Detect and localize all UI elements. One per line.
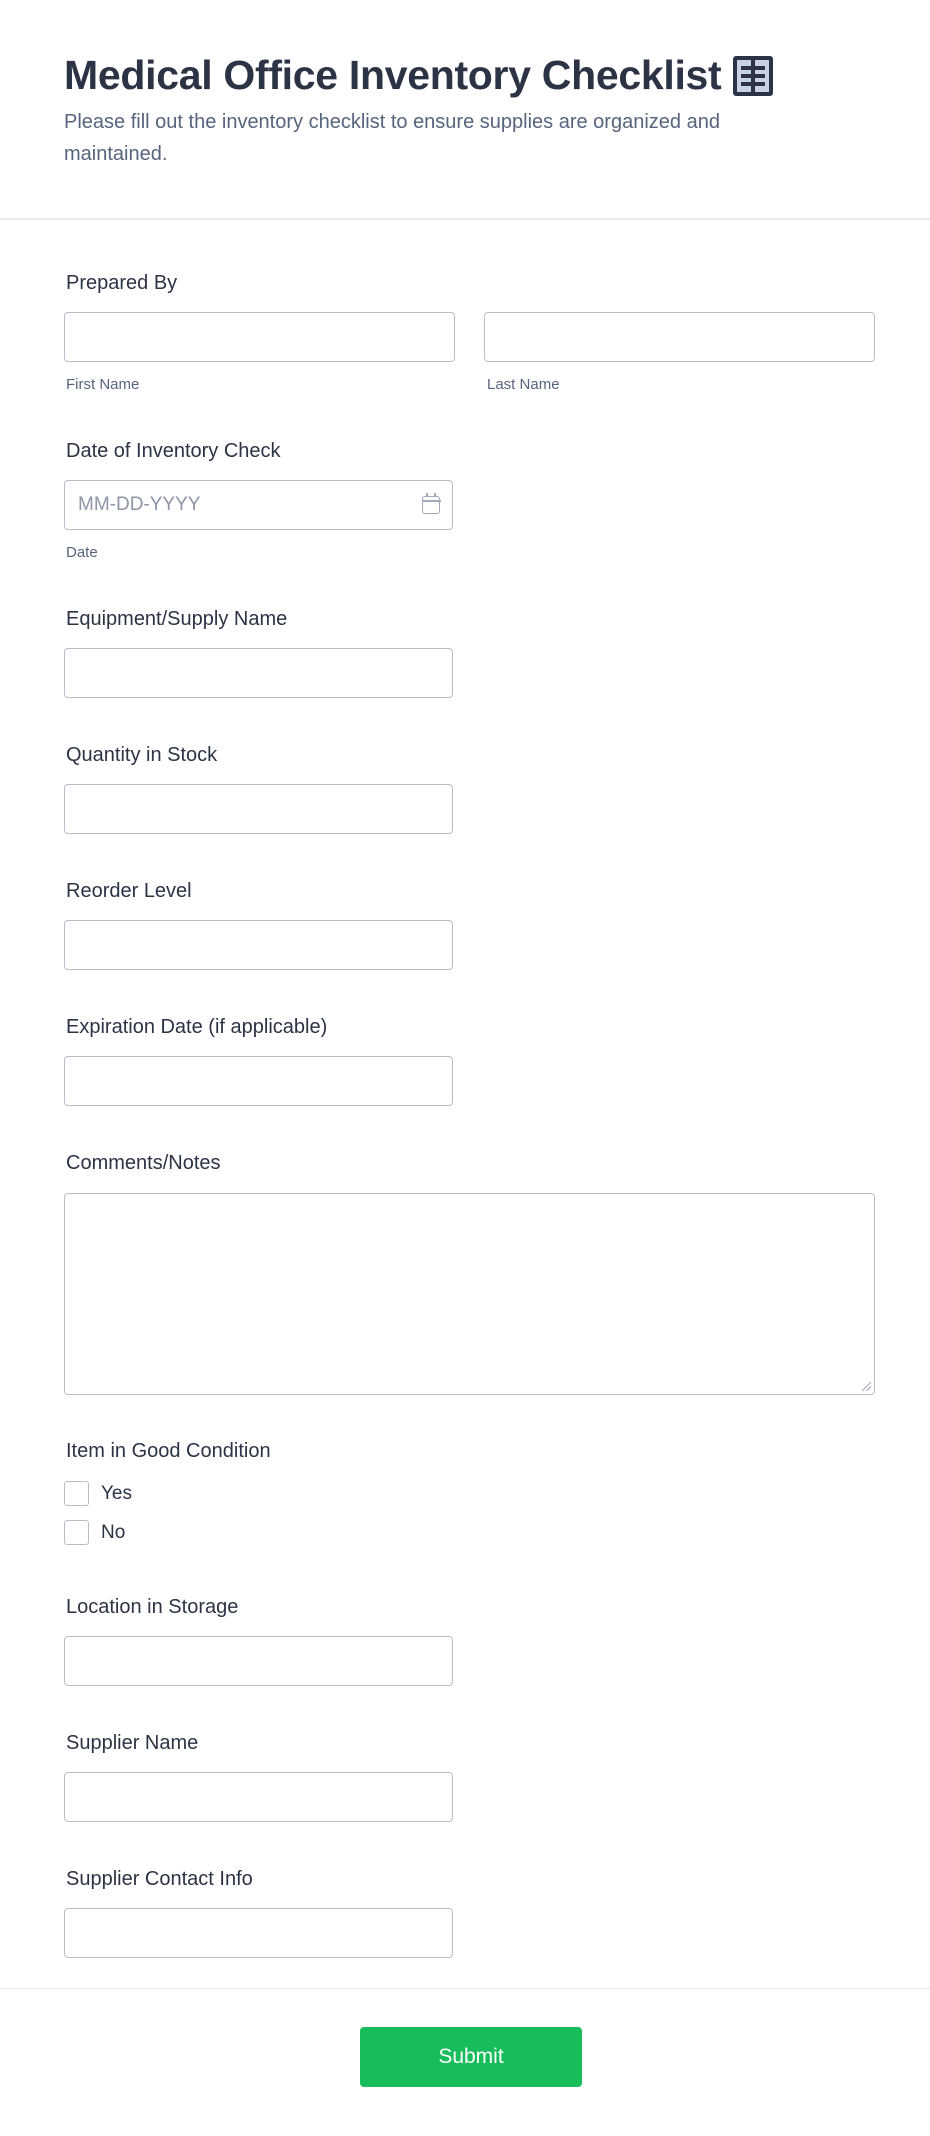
checkbox-yes[interactable] (64, 1481, 89, 1506)
supplier-contact-label: Supplier Contact Info (66, 1868, 253, 1890)
form-footer (0, 1988, 930, 2136)
last-name-sublabel: Last Name (487, 376, 560, 393)
reorder-level-label: Reorder Level (66, 880, 192, 902)
location-label: Location in Storage (66, 1596, 239, 1618)
last-name-input[interactable] (484, 312, 875, 362)
supplier-name-input[interactable] (64, 1772, 453, 1822)
comments-label: Comments/Notes (66, 1152, 221, 1174)
inventory-date-input[interactable] (64, 480, 453, 530)
expiration-date-input[interactable] (64, 1056, 453, 1106)
condition-option-yes[interactable] (64, 1481, 132, 1506)
checkbox-yes-label: Yes (101, 1482, 132, 1504)
calendar-icon[interactable] (422, 496, 440, 514)
form-title (64, 52, 773, 99)
resize-handle-icon[interactable] (862, 1382, 871, 1391)
condition-label: Item in Good Condition (66, 1440, 271, 1462)
prepared-by-label: Prepared By (66, 272, 178, 294)
quantity-input[interactable] (64, 784, 453, 834)
inventory-date-label: Date of Inventory Check (66, 440, 281, 462)
reorder-level-input[interactable] (64, 920, 453, 970)
supplier-contact-input[interactable] (64, 1908, 453, 1958)
date-placeholder: MM-DD-YYYY (78, 494, 201, 515)
condition-option-no[interactable] (64, 1520, 125, 1545)
first-name-sublabel: First Name (66, 376, 140, 393)
checkbox-no[interactable] (64, 1520, 89, 1545)
checkbox-no-label: No (101, 1521, 126, 1543)
comments-textarea[interactable] (64, 1193, 875, 1395)
form-header (0, 0, 930, 220)
form-subtitle: Please fill out the inventory checklist to ensure supplies are organized and maintained. (64, 111, 720, 165)
submit-button[interactable]: Submit (360, 2027, 582, 2087)
equipment-name-input[interactable] (64, 648, 453, 698)
equipment-name-label: Equipment/Supply Name (66, 608, 288, 630)
expiration-date-label: Expiration Date (if applicable) (66, 1016, 328, 1038)
form-title-text: Medical Office Inventory Checklist (64, 52, 722, 98)
first-name-input[interactable] (64, 312, 455, 362)
date-sublabel: Date (66, 544, 98, 561)
quantity-label: Quantity in Stock (66, 744, 218, 766)
location-input[interactable] (64, 1636, 453, 1686)
supplier-name-label: Supplier Name (66, 1732, 199, 1754)
clipboard-inventory-icon (733, 56, 773, 96)
